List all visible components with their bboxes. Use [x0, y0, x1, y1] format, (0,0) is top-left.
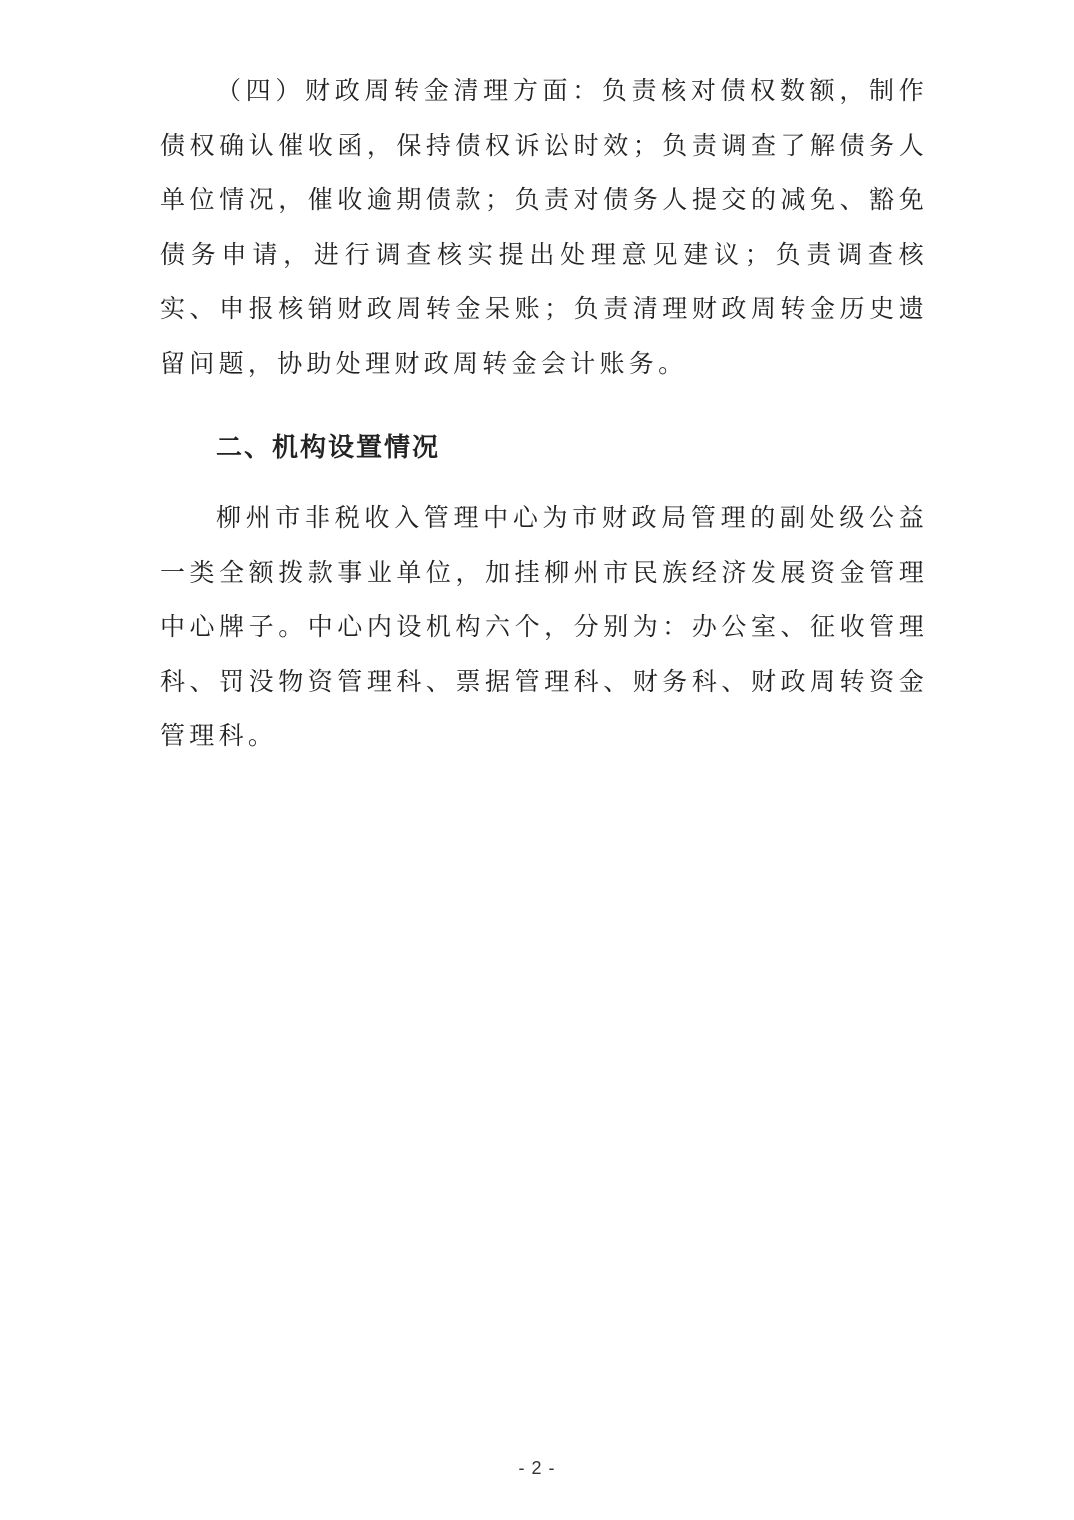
section-heading: 二、机构设置情况: [216, 433, 441, 463]
paragraph-fiscal-revolving-fund: （四）财政周转金清理方面：负责核对债权数额，制作债权确认催收函，保持债权诉讼时效；负责调查了解债务人单位情况，催收逾期债款；负责对债务人提交的减免、豁免债务申请，进行调查核实提出处理意见建议；负责调查核实、申报核销财政周转金呆账；负责清理财政周转金历史遗留问题，协助处理财政周转金会计账务。: [160, 76, 928, 378]
page-number: - 2 -: [518, 1458, 556, 1478]
paragraph-organization: 柳州市非税收入管理中心为市财政局管理的副处级公益一类全额拨款事业单位，加挂柳州市民族经济发展资金管理中心牌子。中心内设机构六个，分别为：办公室、征收管理科、罚没物资管理科、票据管理科、财务科、财政周转资金管理科。: [160, 503, 928, 750]
page-content: [160, 64, 928, 764]
